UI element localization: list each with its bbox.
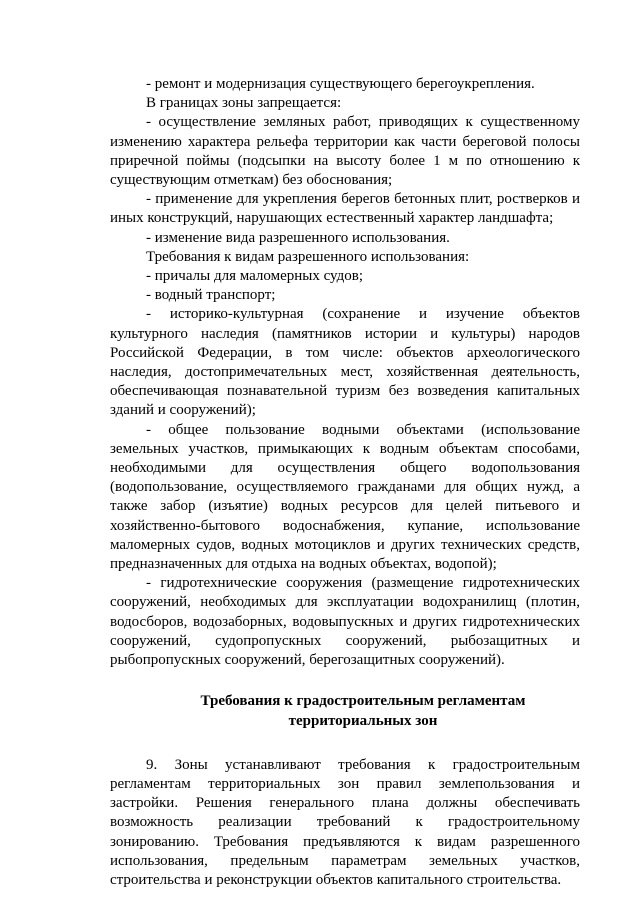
section-heading xyxy=(110,692,580,730)
section-heading-line-1: Требования к градостроительным регламентам xyxy=(200,693,526,710)
paragraph-use-change: - изменение вида разрешенного использования. xyxy=(146,229,450,246)
paragraph-concrete-slabs: - применение для укрепления берегов бетонных плит, ростверков и иных конструкций, нарушающих естественный характер ландшафта; xyxy=(110,191,580,227)
paragraph-reconstruction: - ремонт и модернизация существующего берегоукрепления. xyxy=(146,76,535,92)
paragraph-piers: - причалы для маломерных судов; xyxy=(146,268,363,285)
paragraph-requirements-intro: Требования к видам разрешенного использования: xyxy=(146,248,470,265)
paragraph-water-transport: - водный транспорт; xyxy=(146,287,276,304)
paragraph-water-use: - общее пользование водными объектами (использование земельных участков, примыкающих к водным объектам способами, необходимыми для осуществления общего водопользования (водопользование, осуществляемого гражданами для общих нужд, а также забор (изъятие) водных ресурсов для целей питьевого и хозяйственно-бытового водоснабжения, купание, использование маломерных судов, водных мотоциклов и других технических средств, предназначенных для отдыха на водных объектах, водопой); xyxy=(110,421,580,573)
paragraph-earthworks: - осуществление земляных работ, приводящих к существенному изменению характера рельефа территории как части береговой полосы приречной поймы (подсыпки на высоту более 1 м по отношению к существующим отметкам) без обоснования; xyxy=(110,114,580,189)
section-heading-line-2: территориальных зон xyxy=(288,712,438,729)
paragraph-prohibited-intro: В границах зоны запрещается: xyxy=(146,95,342,112)
paragraph-hydraulic-structures: - гидротехнические сооружения (размещение гидротехнических сооружений, необходимых для эксплуатации водохранилищ (плотин, водосборов, водозаборных, водовыпускных и других гидротехнических сооружений, судопропускных сооружений, рыбозащитных и рыбопропускных сооружений, берегозащитных сооружений). xyxy=(110,575,580,669)
paragraph-section-9: 9. Зоны устанавливают требования к градостроительным регламентам территориальных зон правил землепользования и застройки. Решения генерального плана должны обеспечивать возможность реализации требований к градостроительному зонированию. Требования предъявляются к видам разрешенного использования, предельным параметрам земельных участков, строительства и реконструкции объектов капитального строительства. xyxy=(110,756,580,888)
paragraph-historical-cultural: - историко-культурная (сохранение и изучение объектов культурного наследия (памятников истории и культуры) народов Российской Федерации, в том числе: объектов археологического наследия, достопримечательных мест, хозяйственная деятельность, обеспечивающая познавательной туризм без возведения капитальных зданий и сооружений); xyxy=(110,306,580,419)
document-body xyxy=(110,75,580,890)
